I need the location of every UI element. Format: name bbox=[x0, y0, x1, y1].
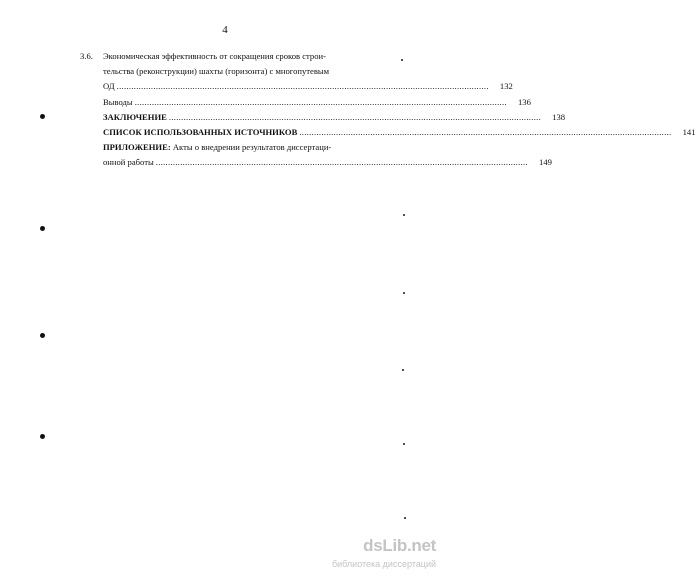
toc-entry-page: 132 bbox=[499, 81, 513, 92]
toc-entry-references[interactable] bbox=[80, 125, 695, 140]
toc-entry-title-line: ОД bbox=[103, 81, 115, 92]
binder-hole-mark bbox=[40, 333, 45, 338]
watermark-logo: dsLib.net bbox=[363, 536, 436, 555]
toc-entry-bold-prefix: ПРИЛОЖЕНИЕ: bbox=[103, 142, 171, 153]
toc-entry-title: ЗАКЛЮЧЕНИЕ bbox=[103, 111, 167, 122]
binder-hole-mark bbox=[40, 434, 45, 439]
page-number: 4 bbox=[222, 24, 228, 36]
scan-speck bbox=[402, 369, 404, 371]
watermark-subtitle: библиотека диссертаций bbox=[331, 559, 436, 569]
toc-entry-3-6[interactable] bbox=[80, 49, 513, 95]
toc-entry-page: 149 bbox=[539, 157, 552, 168]
toc-entry-conclusions[interactable] bbox=[80, 95, 531, 110]
toc-entry-title-line: онной работы bbox=[103, 157, 154, 168]
binder-hole-mark bbox=[40, 226, 45, 231]
scan-speck bbox=[403, 292, 405, 294]
scan-speck bbox=[403, 443, 405, 445]
toc-entry-number: 3.6. bbox=[80, 51, 93, 61]
scan-speck bbox=[404, 517, 406, 519]
table-of-contents bbox=[80, 49, 695, 171]
toc-entry-title-line: Экономическая эффективность от сокращения сроков строи- bbox=[103, 51, 326, 61]
toc-entry-title: Выводы bbox=[103, 96, 133, 107]
leader-dots: ........................................................................................................................................................ bbox=[116, 81, 489, 92]
scan-speck bbox=[403, 214, 405, 216]
toc-entry-appendix[interactable] bbox=[80, 140, 552, 170]
leader-dots: ........................................................................................................................................................ bbox=[134, 96, 507, 107]
leader-dots: ........................................................................................................................................................ bbox=[168, 111, 542, 122]
toc-entry-zaklyuchenie[interactable] bbox=[80, 110, 566, 125]
toc-entry-page: 138 bbox=[552, 111, 566, 122]
toc-entry-title: СПИСОК ИСПОЛЬЗОВАННЫХ ИСТОЧНИКОВ bbox=[103, 127, 298, 138]
toc-entry-title-line: Акты о внедрении результатов диссертаци- bbox=[170, 142, 332, 153]
watermark bbox=[331, 536, 436, 576]
leader-dots: ........................................................................................................................................................ bbox=[299, 127, 672, 138]
toc-entry-page: 141 bbox=[682, 127, 695, 138]
leader-dots: ........................................................................................................................................................ bbox=[155, 157, 528, 168]
toc-entry-page: 136 bbox=[517, 96, 531, 107]
toc-entry-title-line: тельства (реконструкции) шахты (горизонта) с многопутевым bbox=[103, 66, 330, 77]
binder-hole-mark bbox=[40, 114, 45, 119]
scan-speck bbox=[401, 59, 403, 61]
